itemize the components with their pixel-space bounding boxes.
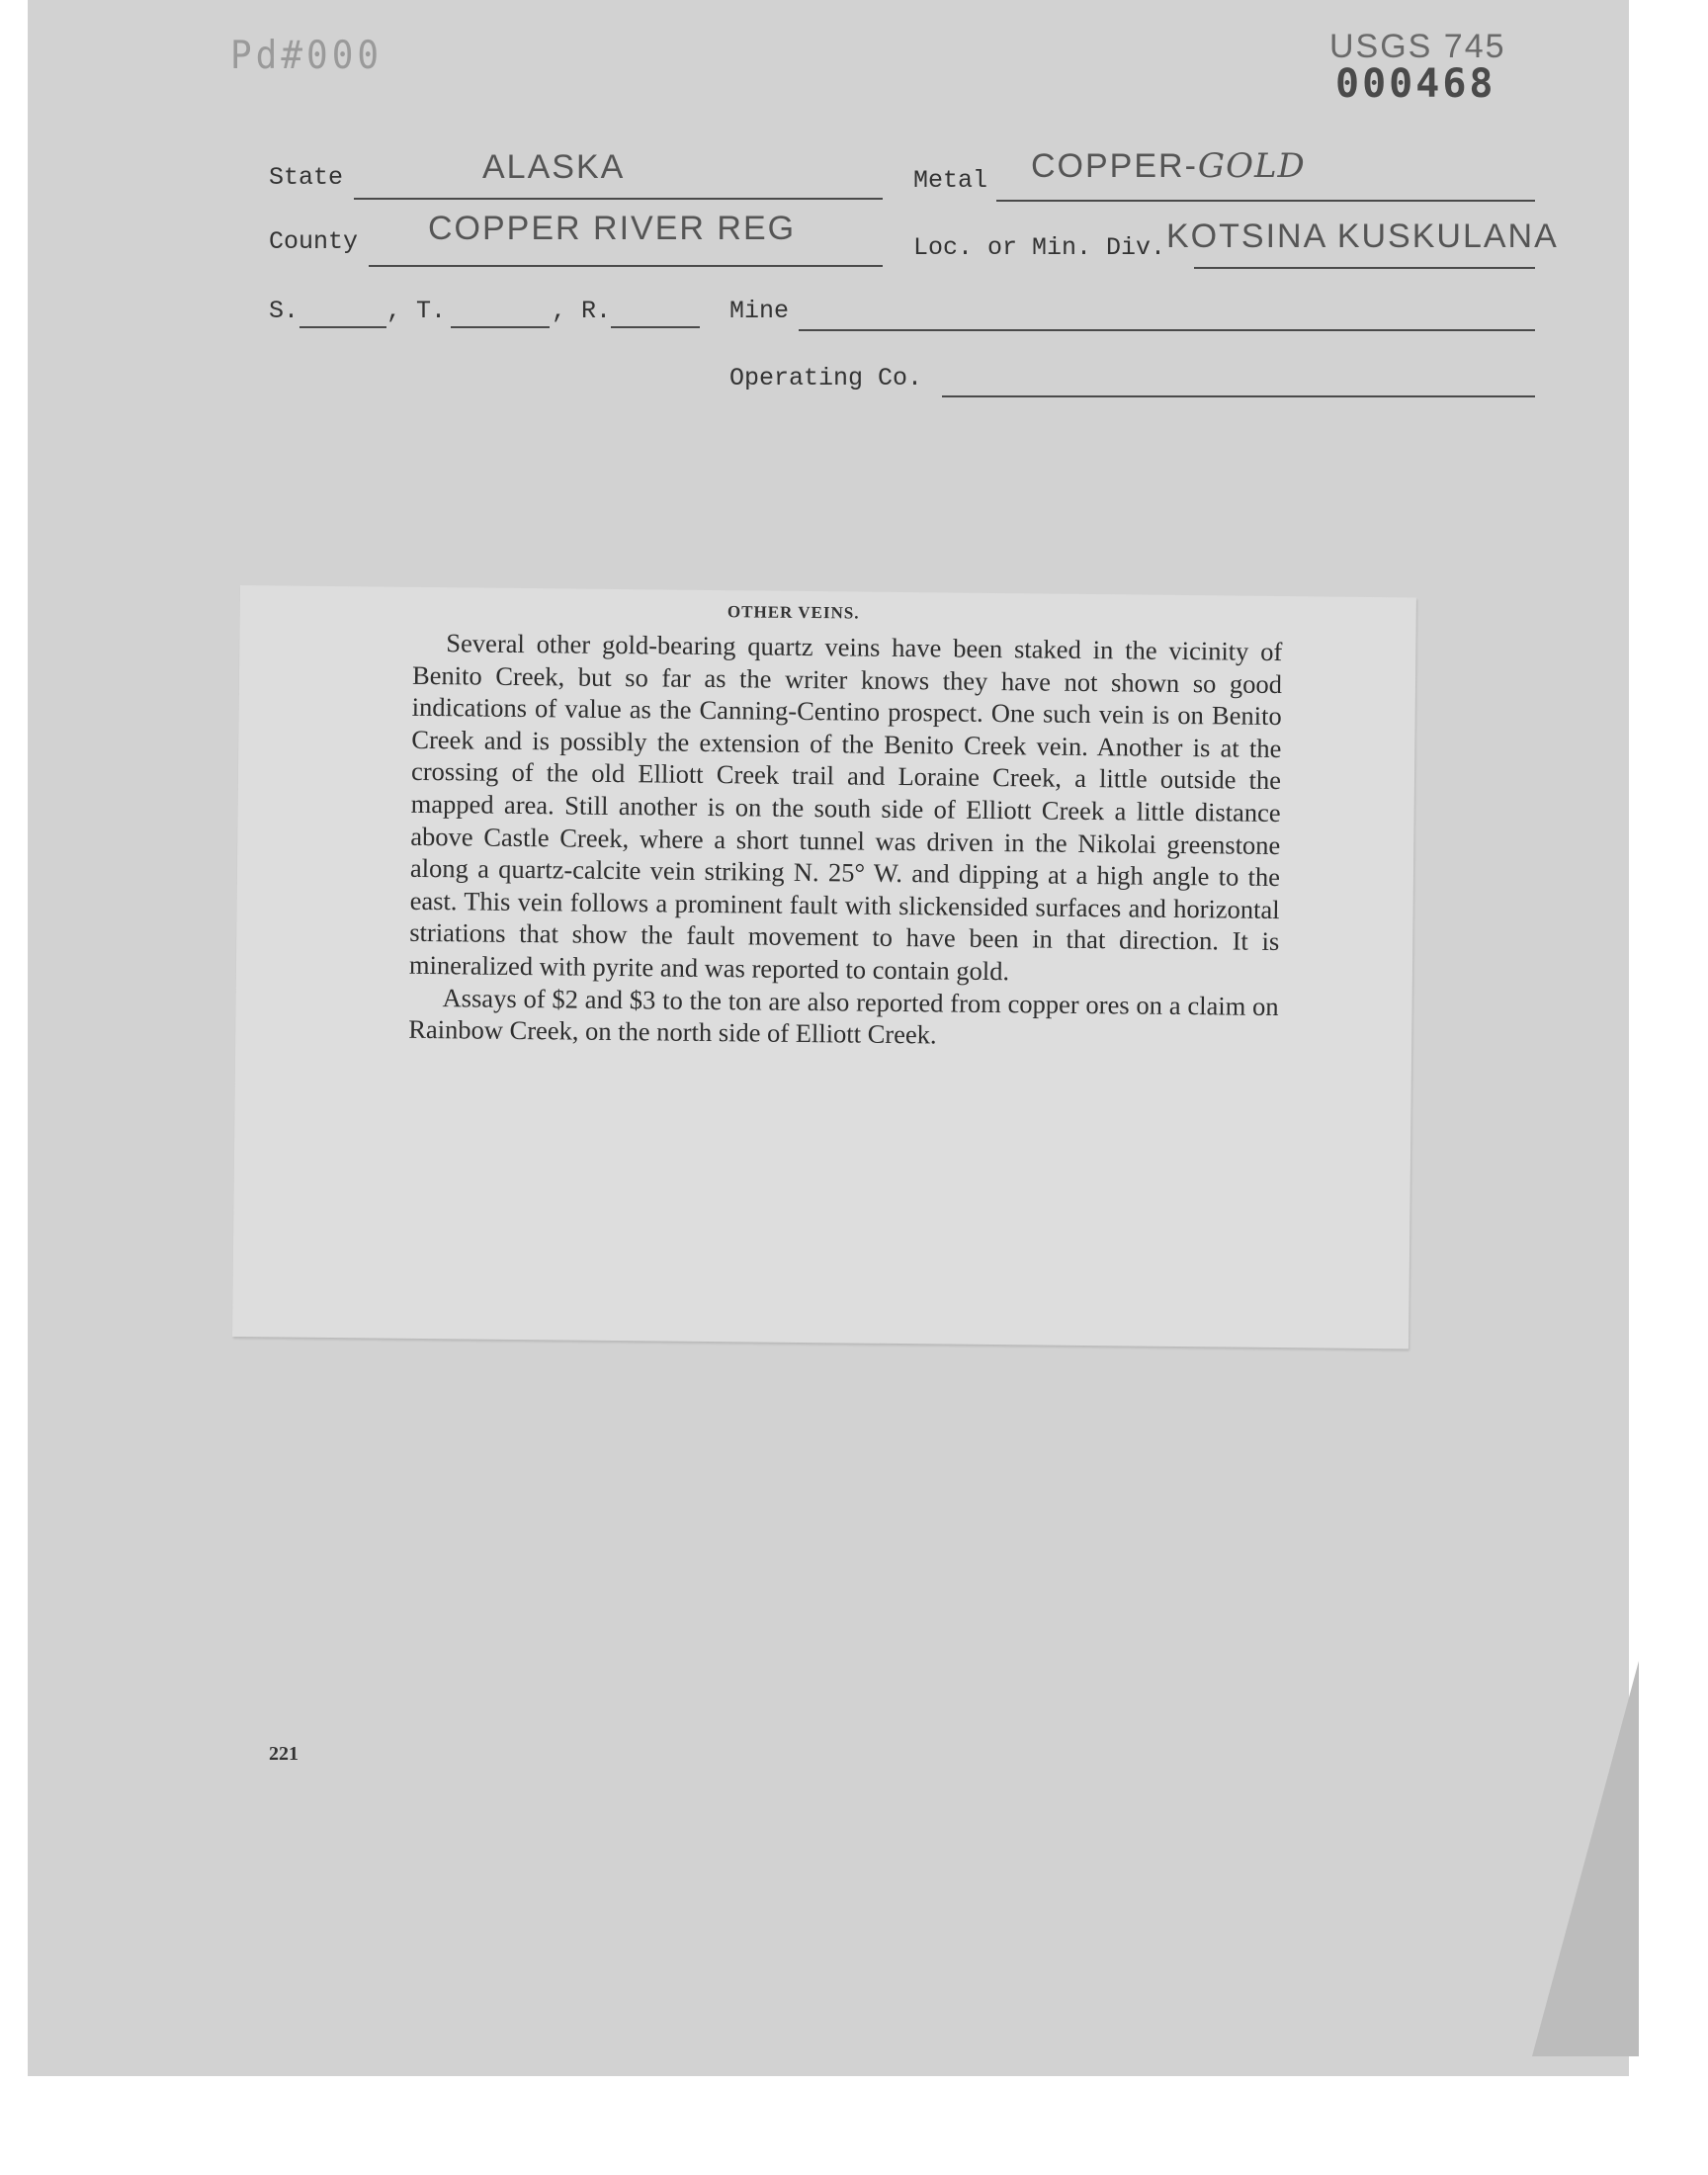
file-stamp: Pd#000 — [230, 33, 384, 79]
report-clipping — [232, 585, 1416, 1348]
clipping-paragraph-2: Assays of $2 and $3 to the ton are also reported from copper ores on a claim on Rainbow Creek, on the north side of Elliott Creek. — [408, 982, 1279, 1050]
state-value: ALASKA — [482, 148, 626, 186]
metal-label: Metal — [913, 166, 988, 195]
state-line — [354, 198, 883, 200]
section-label: S. — [269, 297, 299, 325]
metal-line — [996, 200, 1535, 202]
metal-value-handwritten: GOLD — [1197, 146, 1306, 186]
township-label: , T. — [386, 297, 447, 325]
mine-label: Mine — [729, 297, 790, 325]
county-label: County — [269, 227, 359, 256]
county-line — [369, 265, 883, 267]
metal-value-typed: COPPER- — [1031, 147, 1198, 185]
operating-co-line — [942, 395, 1535, 397]
range-line — [611, 326, 700, 328]
clipping-body — [408, 627, 1282, 1055]
loc-value: KOTSINA KUSKULANA — [1166, 218, 1559, 255]
usgs-record-number: 000468 — [1335, 61, 1496, 107]
page-number: 221 — [269, 1743, 299, 1765]
county-value: COPPER RIVER REG — [428, 210, 797, 247]
section-line — [299, 326, 386, 328]
document-sheet — [28, 0, 1629, 2076]
folded-corner — [1520, 1661, 1639, 2056]
operating-co-label: Operating Co. — [729, 364, 923, 392]
clipping-heading: OTHER VEINS. — [726, 602, 860, 623]
usgs-label: USGS 745 — [1329, 28, 1506, 65]
clipping-paragraph-1: Several other gold-bearing quartz veins have been staked in the vicinity of Benito Creek, but so far as the writer knows they have not shown so good indications of value as the Canning-Centino prospect. One such vein is on Benito Creek and is possibly the extension of the Benito Creek vein. Another is at the crossing of the old Elliott Creek trail and Loraine Creek, a little outside the mapped area. Still another is on the south side of Elliott Creek a little distance above Castle Creek, where a short tunnel was driven in the Nikolai greenstone along a quartz-calcite vein striking N. 25° W. and dipping at a high angle to the east. This vein follows a prominent fault with slickensided surfaces and horizontal striations that show the fault movement to have been in that direction. It is mineralized with pyrite and was reported to contain gold. — [408, 628, 1283, 987]
township-line — [451, 326, 550, 328]
metal-value — [1031, 146, 1306, 186]
range-label: , R. — [552, 297, 612, 325]
loc-line — [1194, 267, 1535, 269]
mine-line — [799, 329, 1535, 331]
state-label: State — [269, 163, 344, 192]
loc-label: Loc. or Min. Div. — [913, 233, 1166, 262]
